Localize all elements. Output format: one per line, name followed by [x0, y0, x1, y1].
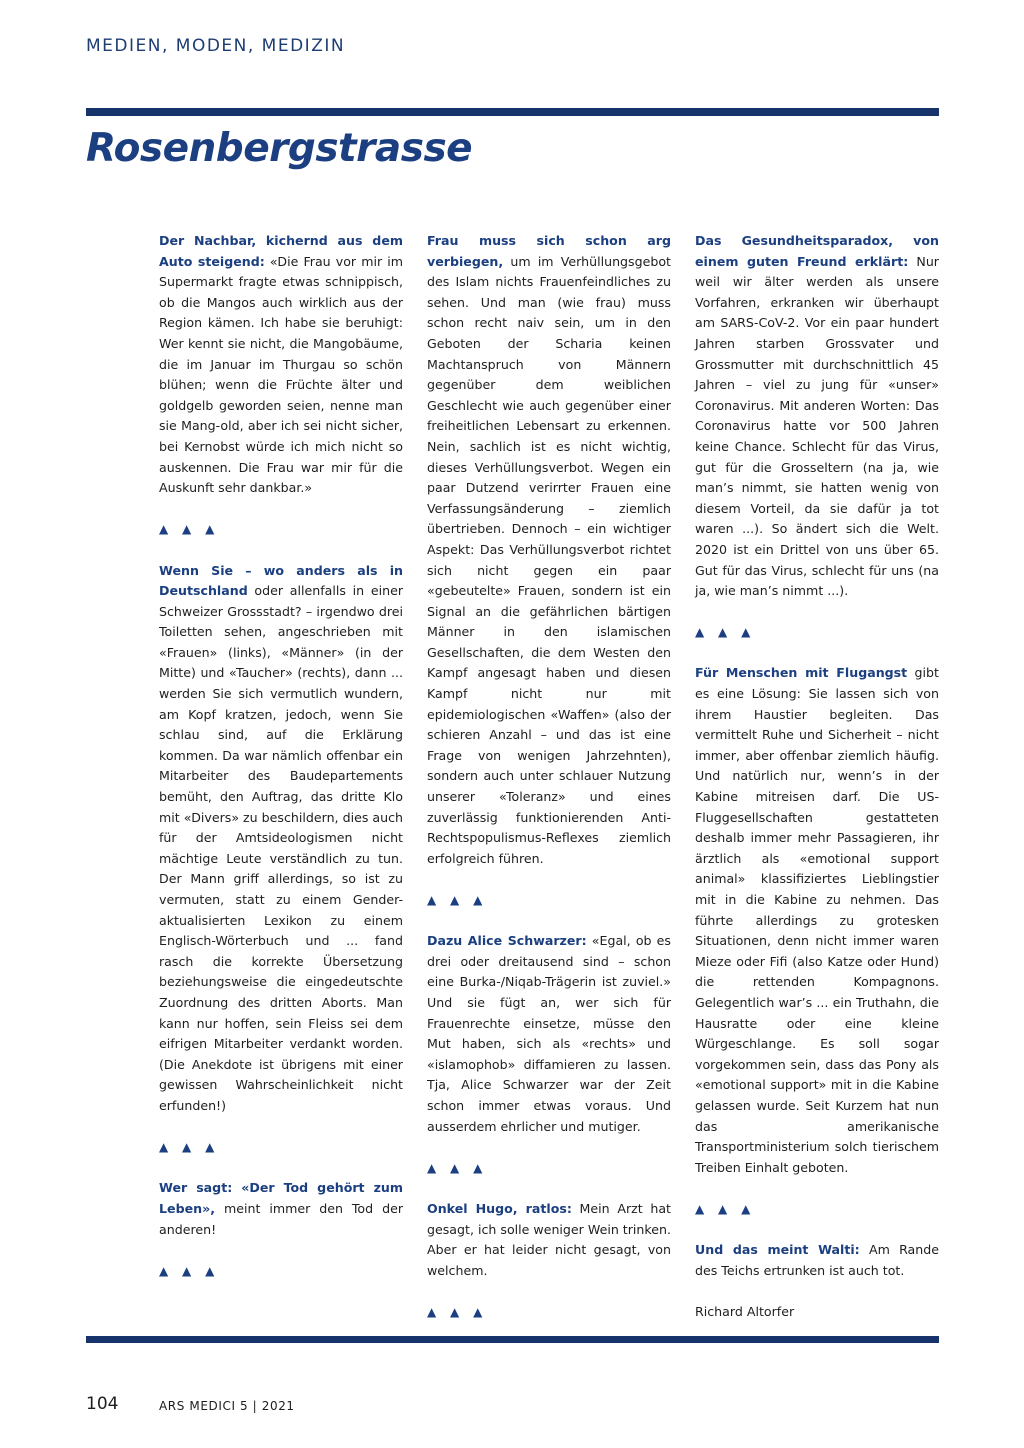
- paragraph: [695, 1240, 939, 1281]
- section-header: MEDIEN, MODEN, MEDIZIN: [86, 36, 346, 56]
- page-number: 104: [86, 1394, 119, 1414]
- paragraph: [427, 931, 671, 1137]
- paragraph-text: Am Rande des Teichs ertrunken ist auch tot.: [695, 1242, 939, 1278]
- paragraph: [159, 561, 403, 1117]
- triangle-divider: ▲ ▲ ▲: [695, 1201, 756, 1216]
- paragraph-lead: Und das meint Walti:: [695, 1242, 860, 1258]
- paragraph-text: Mein Arzt hat gesagt, ich solle weniger Wein trinken. Aber er hat leider nicht gesagt, von welchem.: [427, 1200, 671, 1278]
- paragraph: [159, 231, 403, 499]
- paragraph-text: gibt es eine Lösung: Sie lassen sich von ihrem Haustier begleiten. Das vermittelt Ruhe und Sicherheit – nicht immer, aber offenbar ziemlich häufig. Und natürlich nur, wenn’s in der Kabine mitreisen darf. Die US-Fluggesellschaften gestatteten deshalb immer mehr Passagieren, ihr ärztlich als «emotional support animal» klassifiziertes Lieblingstier mit in die Kabine zu nehmen. Das führte allerdings zu grotesken Situationen, denn nicht immer waren Mieze oder Fifi (also Katze oder Hund) die rettenden Kompagnons. Gelegentlich war’s ... ein Truthahn, die Hausratte oder eine kleine Würgeschlange. Es soll sogar vorgekommen sein, dass das Pony als «emotional support» mit in die Kabine gelassen wurde. Seit Kurzem hat nun das amerikanische Transportministerium solch tierischem Treiben Einhalt geboten.: [695, 665, 939, 1175]
- journal-issue: ARS MEDICI 5 | 2021: [159, 1399, 295, 1413]
- triangle-divider: ▲ ▲ ▲: [695, 625, 756, 640]
- paragraph-text: oder allenfalls in einer Schweizer Grossstadt? – irgendwo drei Toiletten sehen, angeschrieben mit «Frauen» (links), «Männer» (in der Mitte) und «Taucher» (rechts), dann ... werden Sie sich vermutlich wundern, am Kopf kratzen, jedoch, wenn Sie schlau sind, auf die Erklärung kommen. Da war nämlich offenbar ein Mitarbeiter des Baudepartements bemüht, den Auftrag, das dritte Klo mit «Divers» zu beschildern, dies auch für der Amtsideologismen nicht mächtige Leute verständlich zu tun. Der Mann griff allerdings, so ist zu vermuten, statt zu einem Gender-aktualisierten Lexikon zu einem Englisch-Wörterbuch und ... fand rasch die korrekte Übersetzung beziehungsweise die eingedeutschte Zuordnung des dritten Aborts. Man kann nur hoffen, sein Fleiss sei dem eifrigen Mitarbeiter verdankt worden. (Die Anekdote ist übrigens mit einer gewissen Wahrscheinlichkeit nicht erfunden!): [159, 583, 403, 1113]
- page-title: Rosenbergstrasse: [86, 126, 473, 171]
- paragraph-lead: Frau muss sich schon arg verbiegen,: [427, 233, 671, 269]
- paragraph: [695, 663, 939, 1178]
- paragraph-text: Nur weil wir älter werden als unsere Vorfahren, erkranken wir überhaupt am SARS-CoV-2. Vor ein paar hundert Jahren starben Grossvater und Grossmutter mit durchschnittlich 45 Jahren – viel zu jung für «unser» Coronavirus. Mit anderen Worten: Das Coronavirus hatte vor 500 Jahren keine Chance. Schlecht für das Virus, gut für die Grosseltern (na ja, wie man’s nimmt, sie hatten wenig von diesem Vorteil, da sie dafür ja tot waren ...). So ändert sich die Welt. 2020 ist ein Drittel von uns über 65. Gut für das Virus, schlecht für uns (na ja, wie man’s nimmt ...).: [695, 253, 939, 599]
- column-1: [159, 231, 403, 1302]
- paragraph: [159, 1178, 403, 1240]
- paragraph-text: um im Verhüllungsgebot des Islam nichts Frauenfeindliches zu sehen. Und man (wie frau) muss schon recht naiv sein, um in den Geboten der Scharia keinen Machtanspruch von Männern gegenüber dem weiblichen Geschlecht wie auch gegenüber einer freiheitlichen Lebensart zu erkennen. Nein, sachlich ist es nicht wichtig, dieses Verhüllungsverbot. Wegen ein paar Dutzend verirrter Frauen eine Verfassungsänderung – ziemlich übertrieben. Dennoch – ein wichtiger Aspekt: Das Verhüllungsverbot richtet sich nicht gegen ein paar «gebeutelte» Frauen, sondern ist ein Signal an die gefährlichen bärtigen Männer in den islamischen Gesellschaften, die dem Westen den Kampf angesagt haben und diesen Kampf nicht nur mit epidemiologischen «Waffen» (also der schieren Anzahl – und das ist eine Frage von wenigen Jahrzehnten), sondern auch unter schlauer Nutzung unserer «Toleranz» und eines zuverlässig funktionierenden Anti-Rechtspopulismus-Reflexes ziemlich erfolgreich führen.: [427, 253, 671, 866]
- paragraph-lead: Der Nachbar, kichernd aus dem Auto steigend:: [159, 233, 403, 269]
- bottom-rule: [86, 1336, 939, 1343]
- triangle-divider: ▲ ▲ ▲: [159, 1140, 220, 1155]
- paragraph: [427, 231, 671, 869]
- paragraph: [427, 1199, 671, 1281]
- top-rule: [86, 108, 939, 116]
- triangle-divider: ▲ ▲ ▲: [427, 1304, 488, 1319]
- paragraph-lead: Wenn Sie – wo anders als in Deutschland: [159, 562, 403, 599]
- author-name: Richard Altorfer: [695, 1303, 795, 1319]
- paragraph-text: «Egal, ob es drei oder dreitausend sind – schon eine Burka-/Niqab-Trägerin ist zuviel.» Und sie fügt an, wer sich für Frauenrechte einsetze, müsse den Mut haben, sich als «rechts» und «islamophob» diffamieren zu lassen. Tja, Alice Schwarzer war der Zeit schon immer etwas voraus. Und ausserdem ehrlicher und mutiger.: [427, 933, 671, 1134]
- paragraph-lead: Das Gesundheitsparadox, von einem guten Freund erklärt:: [695, 233, 939, 269]
- paragraph-lead: Wer sagt: «Der Tod gehört zum Leben»,: [159, 1180, 403, 1216]
- triangle-divider: ▲ ▲ ▲: [427, 893, 488, 907]
- triangle-divider: ▲ ▲ ▲: [159, 1263, 220, 1278]
- triangle-divider: ▲ ▲ ▲: [159, 522, 220, 537]
- paragraph-lead: Dazu Alice Schwarzer:: [427, 933, 587, 949]
- paragraph-lead: Onkel Hugo, ratlos:: [427, 1200, 572, 1216]
- column-3: [695, 231, 939, 1343]
- column-2: [427, 231, 671, 1343]
- paragraph-text: meint immer den Tod der anderen!: [159, 1200, 403, 1237]
- paragraph-lead: Für Menschen mit Flugangst: [695, 665, 908, 681]
- paragraph: [695, 231, 939, 602]
- triangle-divider: ▲ ▲ ▲: [427, 1160, 488, 1175]
- paragraph-text: «Die Frau vor mir im Supermarkt fragte etwas schnippisch, ob die Mangos auch wirklich aus der Region kämen. Ich habe sie beruhigt: Wer kennt sie nicht, die Mangobäume, die im Januar im Thurgau so schön blühen; wenn die Früchte älter und goldgelb geworden seien, nenne man sie Mang-old, aber ich sei nicht sicher, bei Kernobst würde ich mich nicht so auskennen. Die Frau war mir für die Auskunft sehr dankbar.»: [159, 253, 404, 496]
